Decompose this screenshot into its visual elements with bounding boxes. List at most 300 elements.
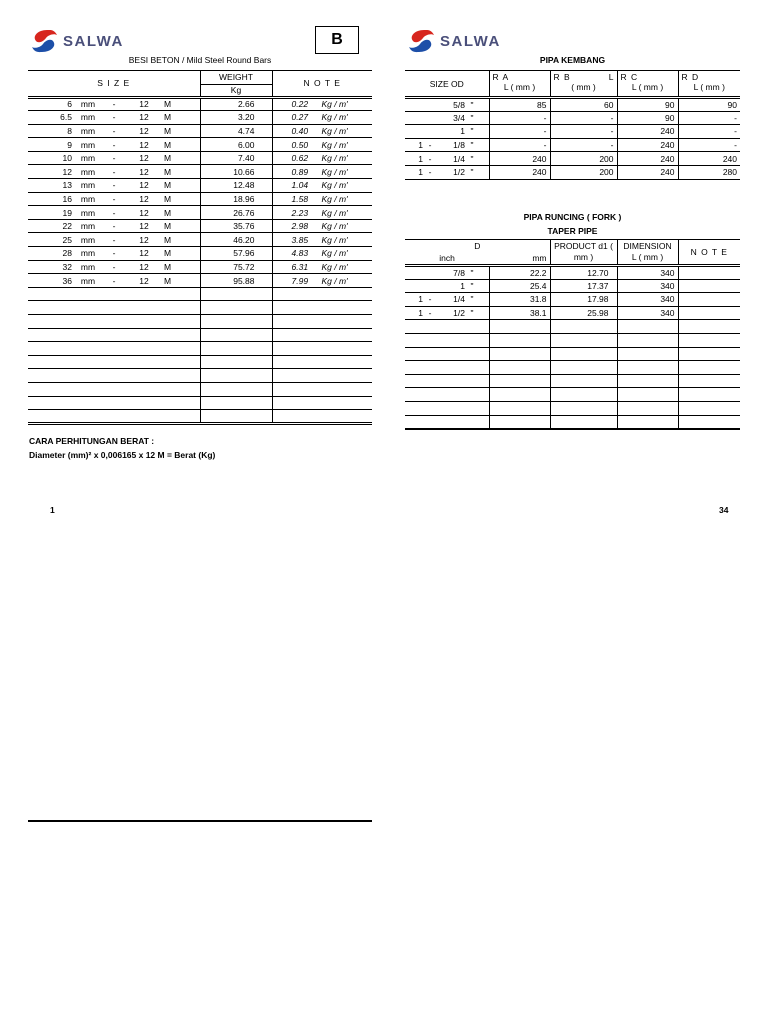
- table-row-empty: [405, 361, 740, 375]
- pipa-runcing-table: [405, 239, 740, 430]
- d1-cell: [550, 415, 617, 429]
- note-cell: [272, 179, 372, 193]
- size-d: 13: [62, 180, 72, 191]
- size-m: M: [164, 99, 172, 110]
- dimension-label: DIMENSION: [623, 241, 672, 251]
- ra-header: [489, 71, 550, 98]
- note-cell: [272, 192, 372, 206]
- size-dash: -: [112, 112, 116, 123]
- note-cell: [678, 266, 740, 280]
- kembang-title: PIPA KEMBANG: [539, 55, 606, 65]
- rb-cell: 200: [550, 152, 617, 166]
- dimension-header: [617, 240, 678, 266]
- table-row: [28, 192, 372, 206]
- runcing-subtitle: TAPER PIPE: [547, 226, 598, 236]
- size-cell: [28, 342, 200, 356]
- size-m: M: [164, 193, 172, 204]
- note-cell: [272, 97, 372, 111]
- note-cell: [678, 361, 740, 375]
- size-m: M: [164, 139, 172, 150]
- size-d: 8: [67, 125, 72, 136]
- size-d: 12: [62, 166, 72, 177]
- weight-cell: [200, 287, 272, 301]
- size-header: S I Z E: [28, 71, 200, 97]
- table-row-empty: [405, 347, 740, 361]
- weight-unit-header: Kg: [200, 84, 272, 97]
- weight-header: WEIGHT: [200, 71, 272, 84]
- kg-per-meter-unit: Kg / m': [321, 112, 348, 123]
- rd-cell: -: [734, 112, 737, 123]
- d1-cell: [550, 347, 617, 361]
- weight-cell: 7.40: [200, 151, 272, 165]
- size-cell: [28, 328, 200, 342]
- rd-cell: 280: [722, 167, 737, 178]
- kg-per-meter-unit: Kg / m': [321, 275, 348, 286]
- rd-cell: -: [734, 126, 737, 137]
- table-row: [28, 206, 372, 220]
- size-q: ": [470, 140, 474, 151]
- size-m: M: [164, 112, 172, 123]
- size-q: ": [470, 267, 474, 278]
- d1-cell: [550, 401, 617, 415]
- size-cell: [28, 97, 200, 111]
- size-q: ": [470, 280, 474, 291]
- size-od-cell: [405, 138, 489, 152]
- size-b: 7/8: [453, 267, 465, 278]
- note-cell: [678, 415, 740, 429]
- size-od-cell: [405, 165, 489, 179]
- rb-unit: ( mm ): [571, 82, 596, 92]
- mm-cell: [489, 388, 550, 402]
- size-a: 1: [418, 140, 423, 151]
- mm-cell: 31.8: [489, 293, 550, 307]
- kg-per-meter: 0.62: [291, 153, 309, 164]
- size-unit: mm: [80, 193, 96, 204]
- size-dash: -: [428, 167, 432, 178]
- size-a: 1: [418, 294, 423, 305]
- mm-cell: [489, 401, 550, 415]
- size-d: 10: [62, 153, 72, 164]
- table-row-empty: [405, 388, 740, 402]
- size-b: 1: [460, 126, 465, 137]
- table-row-empty: [405, 374, 740, 388]
- kg-per-meter: 3.85: [291, 234, 309, 245]
- round-bars-table: [28, 71, 372, 425]
- size-b: 3/4: [453, 112, 465, 123]
- rc-cell: 90: [617, 111, 678, 125]
- size-unit: mm: [80, 261, 96, 272]
- length-cell: 340: [617, 266, 678, 280]
- size-a: 1: [418, 167, 423, 178]
- weight-cell: 95.88: [200, 274, 272, 288]
- size-d: 36: [62, 275, 72, 286]
- note-cell: [272, 301, 372, 315]
- size-m: M: [164, 166, 172, 177]
- size-dash: [423, 281, 437, 291]
- size-unit: mm: [80, 180, 96, 191]
- size-cell: [28, 247, 200, 261]
- inch-cell: [405, 388, 489, 402]
- table-row-empty: [28, 396, 372, 410]
- table-row: [405, 125, 740, 139]
- length-cell: [617, 374, 678, 388]
- table-row: [28, 111, 372, 125]
- size-b: 1/8: [453, 140, 465, 151]
- d-header: D: [405, 240, 550, 253]
- weight-cell: 6.00: [200, 138, 272, 152]
- inch-cell: [405, 333, 489, 347]
- mm-cell: [489, 320, 550, 334]
- note-cell: [272, 342, 372, 356]
- rc-label: R C: [620, 72, 639, 82]
- size-b: 1/2: [453, 308, 465, 319]
- table-row-empty: [405, 415, 740, 429]
- size-q: ": [470, 308, 474, 319]
- weight-cell: 75.72: [200, 260, 272, 274]
- size-unit: mm: [80, 99, 96, 110]
- size-unit: mm: [80, 234, 96, 245]
- mm-cell: [489, 415, 550, 429]
- weight-cell: 12.48: [200, 179, 272, 193]
- rd-cell: -: [734, 140, 737, 151]
- rc-header: [617, 71, 678, 98]
- brand-name: SALWA: [63, 32, 124, 50]
- pipa-kembang-table: [405, 70, 740, 180]
- table-row: [28, 138, 372, 152]
- size-len: 12: [139, 166, 149, 177]
- inch-cell: [405, 347, 489, 361]
- note-cell: [678, 401, 740, 415]
- size-d: 32: [62, 261, 72, 272]
- size-q: ": [470, 126, 474, 137]
- size-d: 16: [62, 193, 72, 204]
- inch-header: inch: [439, 253, 455, 264]
- kg-per-meter-unit: Kg / m': [321, 248, 348, 259]
- table-row: [28, 274, 372, 288]
- size-dash: -: [112, 139, 116, 150]
- note-cell: [678, 388, 740, 402]
- size-dash: -: [112, 166, 116, 177]
- size-len: 12: [139, 180, 149, 191]
- size-od-cell: [405, 125, 489, 139]
- size-len: 12: [139, 112, 149, 123]
- size-dash: [423, 126, 437, 136]
- rb-cell: -: [550, 125, 617, 139]
- size-cell: [28, 179, 200, 193]
- rc-cell: 90: [617, 98, 678, 112]
- table-row: [405, 111, 740, 125]
- d1-cell: [550, 333, 617, 347]
- note-cell: [272, 382, 372, 396]
- inch-cell: [405, 279, 489, 293]
- size-q: ": [470, 99, 474, 110]
- runcing-note-header: N O T E: [690, 247, 728, 257]
- kg-per-meter: 1.58: [291, 193, 309, 204]
- rb-label: R B: [553, 72, 571, 82]
- size-m: M: [164, 207, 172, 218]
- table-row: [28, 233, 372, 247]
- kg-per-meter-unit: Kg / m': [321, 153, 348, 164]
- note-cell: [272, 274, 372, 288]
- size-m: M: [164, 180, 172, 191]
- size-od-cell: [405, 152, 489, 166]
- rd-cell: 90: [727, 99, 737, 110]
- kg-per-meter-unit: Kg / m': [321, 125, 348, 136]
- size-unit: mm: [80, 221, 96, 232]
- size-dash: -: [112, 275, 116, 286]
- note-cell: [272, 111, 372, 125]
- runcing-title: PIPA RUNCING ( FORK ): [523, 212, 622, 222]
- note-cell: [272, 151, 372, 165]
- weight-cell: [200, 342, 272, 356]
- size-dash: -: [112, 221, 116, 232]
- size-m: M: [164, 125, 172, 136]
- d1-cell: [550, 320, 617, 334]
- size-cell: [28, 382, 200, 396]
- d1-cell: 25.98: [550, 306, 617, 320]
- size-a: [405, 281, 423, 291]
- size-cell: [28, 165, 200, 179]
- size-dash: -: [112, 125, 116, 136]
- rc-cell: 240: [617, 125, 678, 139]
- table-row-empty: [28, 342, 372, 356]
- weight-cell: [200, 328, 272, 342]
- kg-per-meter-unit: Kg / m': [321, 139, 348, 150]
- note-cell: [272, 410, 372, 424]
- table-row: [28, 247, 372, 261]
- size-cell: [28, 287, 200, 301]
- kg-per-meter-unit: Kg / m': [321, 234, 348, 245]
- size-od-cell: [405, 111, 489, 125]
- note-cell: [272, 138, 372, 152]
- table-row-empty: [405, 333, 740, 347]
- length-cell: [617, 388, 678, 402]
- size-cell: [28, 151, 200, 165]
- size-cell: [28, 219, 200, 233]
- kg-per-meter: 0.22: [291, 99, 309, 110]
- size-len: 12: [139, 248, 149, 259]
- size-cell: [28, 396, 200, 410]
- kg-per-meter: 6.31: [291, 261, 309, 272]
- size-b: 5/8: [453, 99, 465, 110]
- size-b: 1: [460, 280, 465, 291]
- kg-per-meter-unit: Kg / m': [321, 207, 348, 218]
- weight-cell: 46.20: [200, 233, 272, 247]
- weight-cell: [200, 396, 272, 410]
- size-od-cell: [405, 98, 489, 112]
- size-d: 6: [67, 99, 72, 110]
- size-cell: [28, 369, 200, 383]
- inch-cell: [405, 415, 489, 429]
- size-dash: -: [112, 180, 116, 191]
- size-a: [405, 100, 423, 110]
- ra-cell: -: [489, 138, 550, 152]
- size-a: 1: [418, 308, 423, 319]
- mm-cell: 22.2: [489, 266, 550, 280]
- size-unit: mm: [80, 207, 96, 218]
- rd-header: [678, 71, 740, 98]
- inch-cell: [405, 293, 489, 307]
- size-a: [405, 126, 423, 136]
- page-number-right: 34: [719, 505, 729, 515]
- ra-cell: -: [489, 111, 550, 125]
- kg-per-meter: 1.04: [291, 180, 309, 191]
- weight-cell: 4.74: [200, 124, 272, 138]
- size-d: 9: [67, 139, 72, 150]
- size-unit: mm: [80, 275, 96, 286]
- length-cell: [617, 361, 678, 375]
- rb-cell: 200: [550, 165, 617, 179]
- table-row: [28, 97, 372, 111]
- size-a: 1: [418, 153, 423, 164]
- kg-per-meter-unit: Kg / m': [321, 180, 348, 191]
- length-cell: [617, 347, 678, 361]
- size-len: 12: [139, 207, 149, 218]
- size-len: 12: [139, 153, 149, 164]
- size-m: M: [164, 153, 172, 164]
- brand-name: SALWA: [440, 32, 501, 50]
- note-cell: [678, 347, 740, 361]
- kg-per-meter: 0.27: [291, 112, 309, 123]
- size-dash: -: [112, 153, 116, 164]
- table-row: [405, 293, 740, 307]
- size-d: 28: [62, 248, 72, 259]
- mm-cell: [489, 333, 550, 347]
- weight-cell: [200, 369, 272, 383]
- note-cell: [272, 124, 372, 138]
- mm-cell: [489, 361, 550, 375]
- note-cell: [272, 287, 372, 301]
- ra-cell: 85: [489, 98, 550, 112]
- note-cell: [272, 233, 372, 247]
- salwa-swoosh-icon: [30, 28, 60, 54]
- size-cell: [28, 206, 200, 220]
- ra-cell: -: [489, 125, 550, 139]
- mm-cell: [489, 347, 550, 361]
- kg-per-meter: 7.99: [291, 275, 309, 286]
- kg-per-meter: 4.83: [291, 248, 309, 259]
- rb-l-label: L: [608, 72, 614, 82]
- weight-cell: 57.96: [200, 247, 272, 261]
- size-cell: [28, 192, 200, 206]
- kg-per-meter-unit: Kg / m': [321, 99, 348, 110]
- note-cell: [678, 320, 740, 334]
- note-cell: [272, 328, 372, 342]
- weight-cell: [200, 315, 272, 329]
- size-d: 25: [62, 234, 72, 245]
- kg-per-meter: 2.23: [291, 207, 309, 218]
- size-dash: -: [428, 140, 432, 151]
- table-row: [405, 306, 740, 320]
- length-cell: [617, 401, 678, 415]
- weight-cell: 2.66: [200, 97, 272, 111]
- table-row-empty: [405, 320, 740, 334]
- size-unit: mm: [80, 153, 96, 164]
- rd-unit: L ( mm ): [693, 82, 725, 92]
- rc-unit: L ( mm ): [631, 82, 664, 92]
- length-cell: [617, 415, 678, 429]
- size-d: 19: [62, 207, 72, 218]
- size-m: M: [164, 275, 172, 286]
- size-m: M: [164, 234, 172, 245]
- weight-cell: 10.66: [200, 165, 272, 179]
- table-row-empty: [28, 315, 372, 329]
- size-len: 12: [139, 139, 149, 150]
- size-dash: -: [112, 207, 116, 218]
- note-cell: [272, 315, 372, 329]
- table-row: [405, 279, 740, 293]
- note-cell: [272, 369, 372, 383]
- table-row: [405, 152, 740, 166]
- rb-cell: -: [550, 138, 617, 152]
- size-len: 12: [139, 261, 149, 272]
- inch-cell: [405, 361, 489, 375]
- rc-cell: 240: [617, 152, 678, 166]
- size-cell: [28, 124, 200, 138]
- size-cell: [28, 355, 200, 369]
- product-header: [550, 240, 617, 266]
- kg-per-meter: 0.89: [291, 166, 309, 177]
- d1-cell: [550, 374, 617, 388]
- size-cell: [28, 315, 200, 329]
- size-len: 12: [139, 234, 149, 245]
- size-unit: mm: [80, 125, 96, 136]
- note-cell: [272, 396, 372, 410]
- d1-cell: [550, 388, 617, 402]
- weight-cell: [200, 301, 272, 315]
- table-row-empty: [28, 287, 372, 301]
- d1-cell: 12.70: [550, 266, 617, 280]
- size-dash: [423, 113, 437, 123]
- kg-per-meter-unit: Kg / m': [321, 261, 348, 272]
- weight-cell: 26.76: [200, 206, 272, 220]
- table-row-empty: [28, 328, 372, 342]
- rd-label: R D: [681, 72, 700, 82]
- size-dash: [423, 100, 437, 110]
- note-cell: [678, 293, 740, 307]
- d1-cell: 17.98: [550, 293, 617, 307]
- note-cell: [272, 206, 372, 220]
- size-dash: -: [112, 248, 116, 259]
- table-row-empty: [405, 401, 740, 415]
- size-unit: mm: [80, 139, 96, 150]
- table-row: [405, 98, 740, 112]
- weight-cell: [200, 382, 272, 396]
- page-number-left: 1: [50, 505, 55, 515]
- size-dash: -: [428, 294, 432, 305]
- table-row: [28, 260, 372, 274]
- note-cell: [272, 165, 372, 179]
- kg-per-meter-unit: Kg / m': [321, 193, 348, 204]
- weight-cell: 3.20: [200, 111, 272, 125]
- size-d: 6.5: [60, 112, 72, 123]
- size-cell: [28, 410, 200, 424]
- table-row: [405, 138, 740, 152]
- table-row-empty: [28, 301, 372, 315]
- size-dash: -: [112, 234, 116, 245]
- section-badge: B: [315, 26, 359, 54]
- kg-per-meter-unit: Kg / m': [321, 166, 348, 177]
- d1-cell: 17.37: [550, 279, 617, 293]
- size-m: M: [164, 221, 172, 232]
- rb-cell: 60: [550, 98, 617, 112]
- size-a: [405, 113, 423, 123]
- table-row-empty: [28, 410, 372, 424]
- inch-cell: [405, 374, 489, 388]
- product-label: PRODUCT d1 (: [554, 241, 613, 251]
- inch-cell: [405, 401, 489, 415]
- table-row: [405, 165, 740, 179]
